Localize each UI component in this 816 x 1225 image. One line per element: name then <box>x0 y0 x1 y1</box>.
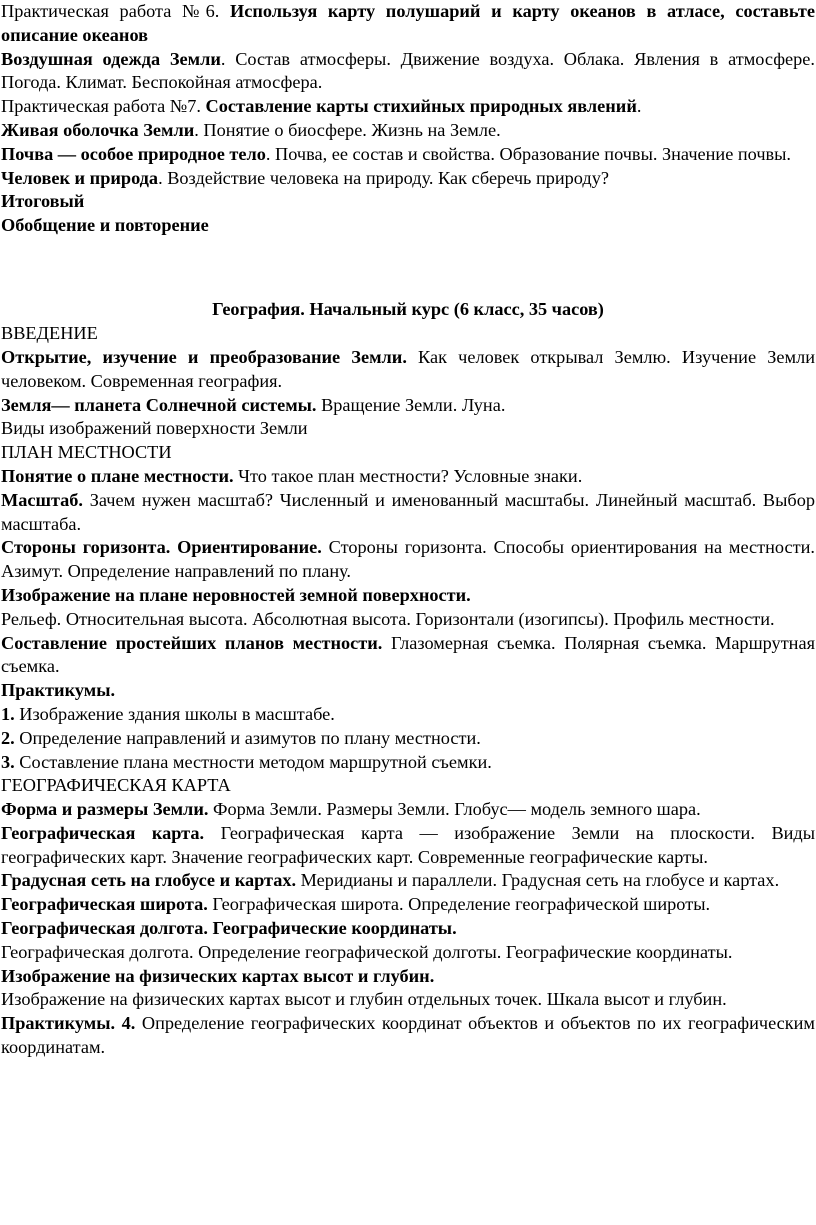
text-run: ВВЕДЕНИЕ <box>1 323 98 344</box>
section-heading <box>1 298 815 322</box>
bold-run: 2. <box>1 727 15 748</box>
paragraph <box>1 917 815 941</box>
text-run: Форма Земли. Размеры Земли. Глобус— модель земного шара. <box>208 799 701 820</box>
text-run: . Состав атмосферы. Движение воздуха. Облака. Явления в атмосфере. Погода. Климат. Беспокойная атмосфера. <box>1 48 815 93</box>
paragraph <box>1 489 815 537</box>
paragraph <box>1 190 815 214</box>
text-run: Изображение здания школы в масштабе. <box>14 703 335 724</box>
paragraph <box>1 727 815 751</box>
bold-run: География. Начальный курс (6 класс, 35 часов) <box>212 299 604 320</box>
bold-run: Итоговый <box>1 191 85 212</box>
bold-run: 3. <box>1 751 15 772</box>
text-run: Географическая карта — изображение Земли на плоскости. Виды географических карт. Значение географических карт. Современные географические карты. <box>1 822 816 867</box>
text-run: Практическая работа №6. <box>1 1 230 21</box>
text-run: . Воздействие человека на природу. Как сберечь природу? <box>158 167 609 188</box>
bold-run: Практикумы. <box>1 680 116 701</box>
bold-run: Используя карту полушарий и карту океанов в атласе, составьте описание океанов <box>1 1 815 45</box>
paragraph <box>1 214 815 238</box>
bold-run: Форма и размеры Земли. <box>1 799 209 820</box>
text-run: . Почва, ее состав и свойства. Образование почвы. Значение почвы. <box>265 143 792 164</box>
text-run: Зачем нужен масштаб? Численный и именованный масштабы. Линейный масштаб. Выбор масштаба. <box>1 489 815 534</box>
paragraph <box>1 703 815 727</box>
text-run: Виды изображений поверхности Земли <box>1 418 308 439</box>
paragraph <box>1 346 815 394</box>
paragraph <box>1 95 815 119</box>
bold-run: Стороны горизонта. Ориентирование. <box>1 537 322 558</box>
text-run: Глазомерная съемка. Полярная съемка. Маршрутная съемка. <box>1 632 815 677</box>
bold-run: Изображение на физических картах высот и глубин. <box>1 965 435 986</box>
text-run: Составление плана местности методом маршрутной съемки. <box>14 751 492 772</box>
text-run: Рельеф. Относительная высота. Абсолютная высота. Горизонтали (изогипсы). Профиль местности. <box>1 608 775 629</box>
paragraph <box>1 0 815 48</box>
bold-run: 1. <box>1 703 15 724</box>
bold-run: Воздушная одежда Земли <box>1 48 221 69</box>
bold-run: Географическая карта. <box>1 822 205 843</box>
paragraph <box>1 322 815 346</box>
text-run: Стороны горизонта. Способы ориентирования на местности. Азимут. Определение направлений по плану. <box>1 537 815 582</box>
bold-run: Почва — особое природное тело <box>1 143 266 164</box>
bold-run: Земля— планета Солнечной системы. <box>1 394 317 415</box>
text-run: Изображение на физических картах высот и глубин отдельных точек. Шкала высот и глубин. <box>1 989 727 1010</box>
paragraph <box>1 632 815 680</box>
paragraph <box>1 1012 815 1060</box>
bold-run: Практикумы. 4. <box>1 1013 136 1034</box>
bold-run: Географическая широта. <box>1 894 208 915</box>
bold-run: Человек и природа <box>1 167 159 188</box>
paragraph <box>1 941 815 965</box>
bold-run: Градусная сеть на глобусе и картах. <box>1 870 297 891</box>
paragraph <box>1 584 815 608</box>
text-run: Вращение Земли. Луна. <box>316 394 506 415</box>
text-run: Что такое план местности? Условные знаки. <box>233 465 583 486</box>
bold-run: Изображение на плане неровностей земной поверхности. <box>1 584 471 605</box>
paragraph <box>1 417 815 441</box>
text-run: Меридианы и параллели. Градусная сеть на глобусе и картах. <box>296 870 780 891</box>
text-run: ПЛАН МЕСТНОСТИ <box>1 442 172 463</box>
paragraph <box>1 751 815 775</box>
text-run: Определение географических координат объектов и объектов по их географическим координатам. <box>1 1013 815 1058</box>
bold-run: Обобщение и повторение <box>1 215 209 236</box>
text-run: . Понятие о биосфере. Жизнь на Земле. <box>194 119 501 140</box>
paragraph <box>1 608 815 632</box>
paragraph <box>1 143 815 167</box>
text-run: ГЕОГРАФИЧЕСКАЯ КАРТА <box>1 775 231 796</box>
bold-run: Понятие о плане местности. <box>1 465 234 486</box>
paragraph <box>1 869 815 893</box>
paragraph <box>1 465 815 489</box>
bold-run: Географическая долгота. Географические координаты. <box>1 918 457 939</box>
paragraph <box>1 167 815 191</box>
text-run: Определение направлений и азимутов по плану местности. <box>14 727 481 748</box>
paragraph <box>1 965 815 989</box>
text-run: Практическая работа №7. <box>1 96 206 117</box>
paragraph <box>1 988 815 1012</box>
paragraph <box>1 822 815 870</box>
bold-run: Составление карты стихийных природных явлений <box>205 96 637 117</box>
bold-run: Живая оболочка Земли <box>1 119 195 140</box>
text-run: Географическая долгота. Определение географической долготы. Географические координаты. <box>1 941 733 962</box>
paragraph <box>1 536 815 584</box>
bold-run: Составление простейших планов местности. <box>1 632 383 653</box>
bold-run: Открытие, изучение и преобразование Земли. <box>1 346 407 367</box>
paragraph <box>1 119 815 143</box>
paragraph <box>1 774 815 798</box>
paragraph <box>1 798 815 822</box>
paragraph <box>1 679 815 703</box>
bold-run: Масштаб. <box>1 489 83 510</box>
text-run: Географическая широта. Определение географической широты. <box>207 894 711 915</box>
paragraph <box>1 893 815 917</box>
paragraph <box>1 441 815 465</box>
blank-line <box>1 256 815 280</box>
text-run: Как человек открывал Землю. Изучение Земли человеком. Современная география. <box>1 346 815 391</box>
paragraph <box>1 394 815 418</box>
text-run: . <box>636 96 642 117</box>
paragraph <box>1 48 815 96</box>
